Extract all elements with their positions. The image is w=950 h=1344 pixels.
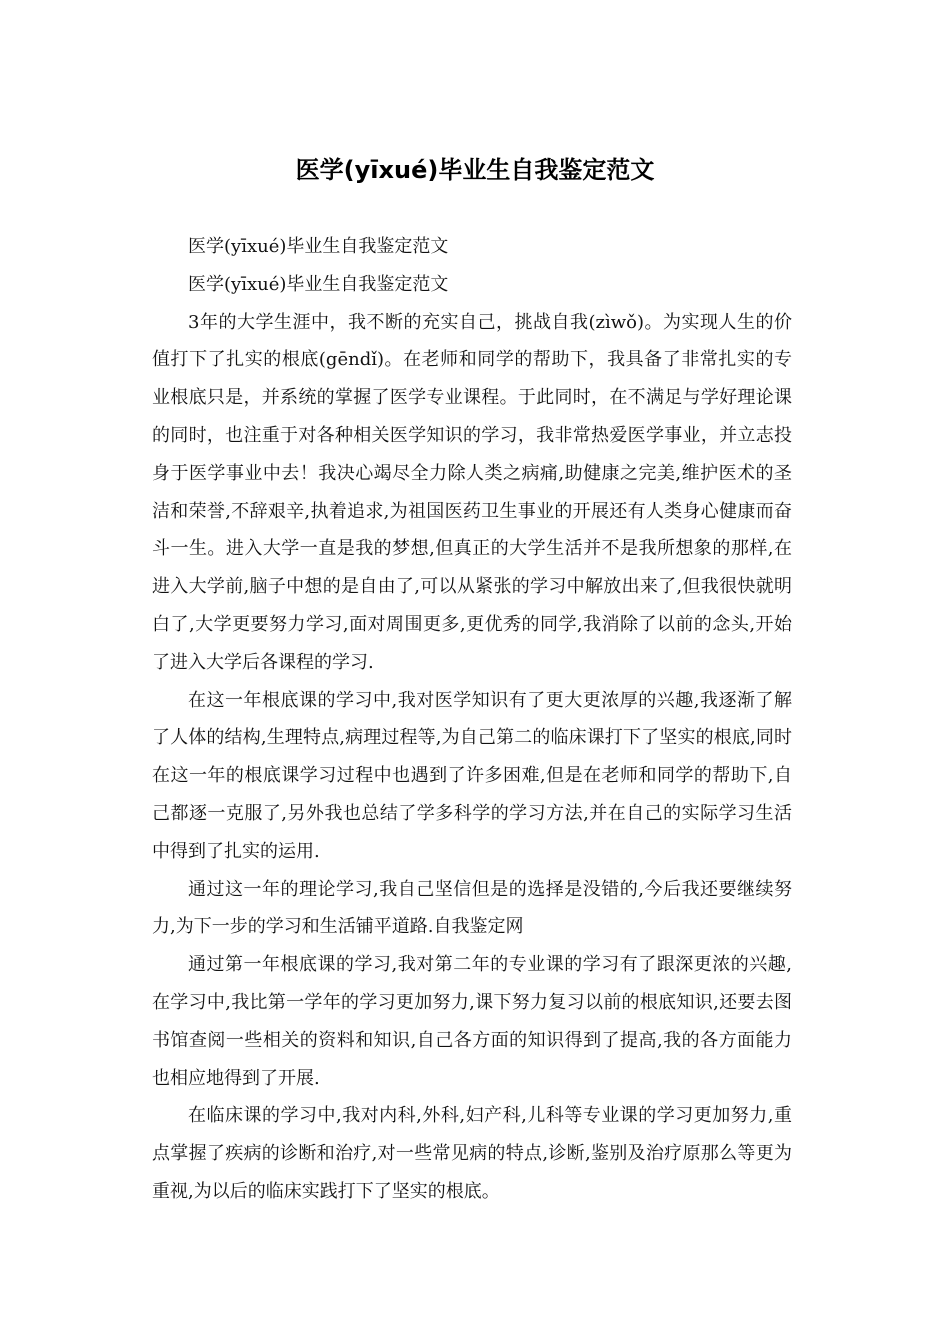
document-title: 医学(yīxué)毕业生自我鉴定范文	[295, 156, 655, 184]
document-body	[152, 228, 792, 1211]
paragraph-foundation-courses: 在这一年根底课的学习中,我对医学知识有了更大更浓厚的兴趣,我逐渐了解了人体的结构,生理特点,病理过程等,为自己第二的临床课打下了坚实的根底,同时在这一年的根底课学习过程中也遇到了许多困难,但是在老师和同学的帮助下,自己都逐一克服了,另外我也总结了学多科学的学习方法,并在自己的实际学习生活中得到了扎实的运用.	[152, 689, 792, 862]
paragraph-intro: 3年的大学生涯中，我不断的充实自己，挑战自我(zìwǒ)。为实现人生的价值打下了扎实的根底(gēndǐ)。在老师和同学的帮助下，我具备了非常扎实的专业根底只是，并系统的掌握了医学专业课程。于此同时，在不满足与学好理论课的同时，也注重于对各种相关医学知识的学习，我非常热爱医学事业，并立志投身于医学事业中去！我决心竭尽全力除人类之病痛,助健康之完美,维护医术的圣洁和荣誉,不辞艰辛,执着追求,为祖国医药卫生事业的开展还有人类身心健康而奋斗一生。进入大学一直是我的梦想,但真正的大学生活并不是我所想象的那样,在进入大学前,脑子中想的是自由了,可以从紧张的学习中解放出来了,但我很快就明白了,大学更要努力学习,面对周围更多,更优秀的同学,我消除了以前的念头,开始了进入大学后各课程的学习.	[152, 311, 792, 673]
paragraph-second-year: 通过第一年根底课的学习,我对第二年的专业课的学习有了跟深更浓的兴趣,在学习中,我比第一学年的学习更加努力,课下努力复习以前的根底知识,还要去图书馆查阅一些相关的资料和知识,自己各方面的知识得到了提高,我的各方面能力也相应地得到了开展.	[152, 954, 792, 1089]
paragraph-theory-study: 通过这一年的理论学习,我自己坚信但是的选择是没错的,今后我还要继续努力,为下一步的学习和生活铺平道路.自我鉴定网	[152, 878, 792, 938]
paragraph-clinical-courses: 在临床课的学习中,我对内科,外科,妇产科,儿科等专业课的学习更加努力,重点掌握了疾病的诊断和治疗,对一些常见病的特点,诊断,鉴别及治疗原那么等更为重视,为以后的临床实践打下了坚实的根底。	[152, 1105, 792, 1202]
paragraph-subtitle-2: 医学(yīxué)毕业生自我鉴定范文	[188, 273, 449, 295]
paragraph-subtitle-1: 医学(yīxué)毕业生自我鉴定范文	[188, 236, 449, 257]
